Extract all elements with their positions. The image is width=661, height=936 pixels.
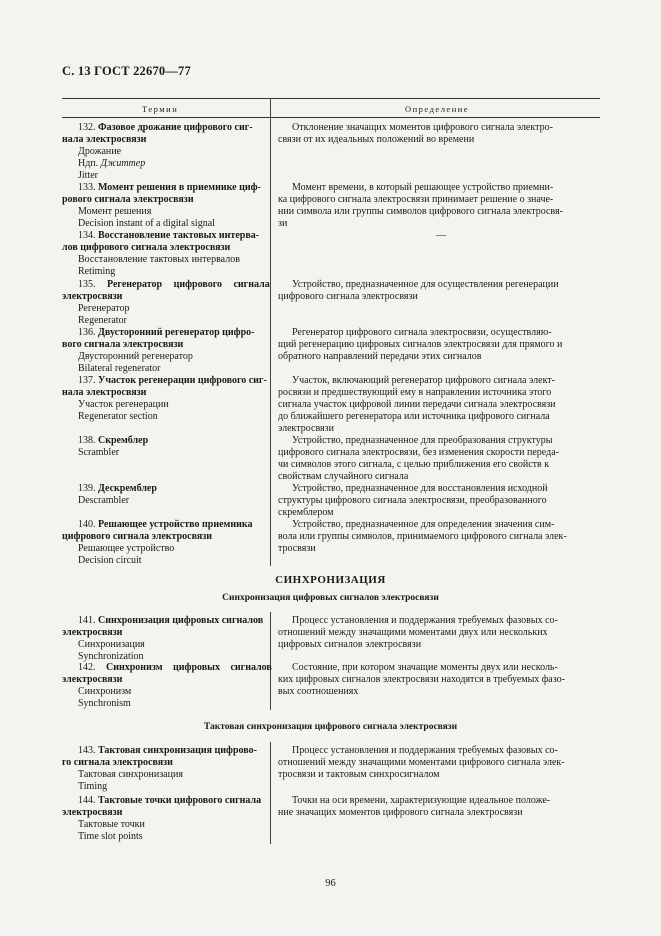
term-134: 134. Восстановление тактовых интерва- (78, 230, 260, 241)
english-133: Decision instant of a digital signal (78, 218, 215, 229)
table-top-rule (62, 98, 600, 99)
english-139: Descrambler (78, 495, 130, 506)
synonym-136: Двусторонний регенератор (78, 351, 193, 362)
synonym-143: Тактовая синхронизация (78, 769, 183, 780)
definition-135-line2: цифрового сигнала электросвязи (278, 291, 418, 302)
definition-137-line4: до ближайшего регенератора или источника цифрового сигнала (278, 411, 550, 422)
synonym-140: Решающее устройство (78, 543, 175, 554)
definition-132-line1: Отклонение значащих моментов цифрового сигнала электро- (292, 122, 553, 133)
definition-142-line2: ких цифровых сигналов электросвязи находятся в требуемых фазо- (278, 674, 565, 685)
term-139: 139. Дескремблер (78, 483, 157, 494)
synonym-135: Регенератор (78, 303, 130, 314)
page-header: С. 13 ГОСТ 22670—77 (62, 64, 191, 78)
definition-144-line1: Точки на оси времени, характеризующие идеальное положе- (292, 795, 551, 806)
synonym-137: Участок регенерации (78, 399, 169, 410)
term-143: 143. Тактовая синхронизация цифрово- (78, 745, 257, 756)
term-132-cont: нала электросвязи (62, 134, 147, 145)
definition-143-line1: Процесс установления и поддержания требуемых фазовых со- (292, 745, 558, 756)
english-140: Decision circuit (78, 555, 142, 566)
definition-144-line2: ние значащих моментов цифрового сигнала электросвязи (278, 807, 523, 818)
column-divider-3 (270, 742, 271, 844)
subsection-title-2: Тактовая синхронизация цифрового сигнала электросвязи (203, 722, 458, 732)
definition-141-line1: Процесс установления и поддержания требуемых фазовых со- (292, 615, 558, 626)
definition-140-line1: Устройство, предназначенное для определения значения сим- (292, 519, 555, 530)
term-144-cont: электросвязи (62, 807, 123, 818)
definition-134-dash: — (436, 230, 446, 241)
term-136: 136. Двусторонний регенератор цифро- (78, 327, 255, 338)
english-144: Time slot points (78, 831, 143, 842)
definition-137-line1: Участок, включающий регенератор цифрового сигнала элект- (292, 375, 555, 386)
term-135-cont: электросвязи (62, 291, 123, 302)
section-title-synchronization: СИНХРОНИЗАЦИЯ (275, 574, 386, 586)
definition-142-line1: Состояние, при котором значащие моменты двух или несколь- (292, 662, 558, 673)
term-140-cont: цифрового сигнала электросвязи (62, 531, 213, 542)
term-142-cont: электросвязи (62, 674, 123, 685)
definition-133-line2: ка цифрового сигнала электросвязи принимает решение о значе- (278, 194, 554, 205)
term-142: 142. Синхронизм цифровых сигналов (78, 662, 272, 673)
table-head-rule (62, 117, 600, 118)
term-137: 137. Участок регенерации цифрового сиг- (78, 375, 267, 386)
definition-141-line2: отношений между значащими моментами двух или нескольких (278, 627, 548, 638)
term-141: 141. Синхронизация цифровых сигналов (78, 615, 264, 626)
definition-133-line1: Момент времени, в который решающее устройство приемни- (292, 182, 554, 193)
column-divider-2 (270, 612, 271, 710)
definition-140-line3: тросвязи (278, 543, 316, 554)
term-137-cont: нала электросвязи (62, 387, 147, 398)
definition-139-line3: скремблером (278, 507, 334, 518)
definition-132-line2: связи от их идеальных положений во времени (278, 134, 475, 145)
term-138: 138. Скремблер (78, 435, 149, 446)
english-132: Jitter (78, 170, 98, 181)
definition-138-line3: чи символов этого сигнала, с целью приближения его свойств к (278, 459, 550, 470)
english-134: Retiming (78, 266, 116, 277)
definition-138-line4: свойствам случайного сигнала (278, 471, 409, 482)
english-135: Regenerator (78, 315, 127, 326)
term-132: 132. Фазовое дрожание цифрового сиг- (78, 122, 253, 133)
definition-139-line2: структуры цифрового сигнала электросвязи, преобразованного (278, 495, 547, 506)
term-141-cont: электросвязи (62, 627, 123, 638)
definition-142-line3: вых соотношениях (278, 686, 359, 697)
definition-138-line1: Устройство, предназначенное для преобразования структуры (292, 435, 553, 446)
term-135: 135. Регенератор цифрового сигнала (78, 279, 270, 290)
definition-136-line3: обратного направлений передачи этих сигналов (278, 351, 482, 362)
column-header-term: Термин (142, 104, 179, 114)
column-divider-1 (270, 118, 271, 566)
column-header-definition: Определение (405, 104, 470, 114)
page-number: 96 (325, 878, 336, 889)
definition-141-line3: цифровых сигналов электросвязи (278, 639, 422, 650)
term-140: 140. Решающее устройство приемника (78, 519, 253, 530)
definition-139-line1: Устройство, предназначенное для восстановления исходной (292, 483, 548, 494)
synonym-133: Момент решения (78, 206, 152, 217)
table-head-divider (270, 98, 271, 118)
definition-138-line2: цифрового сигнала электросвязи, без изменения скорости переда- (278, 447, 559, 458)
english-137: Regenerator section (78, 411, 158, 422)
definition-143-line2: отношений между значащими моментами цифрового сигнала элек- (278, 757, 565, 768)
term-136-cont: вого сигнала электросвязи (62, 339, 184, 350)
definition-133-line3: нии символа или группы символов цифрового сигнала электросвя- (278, 206, 563, 217)
term-133: 133. Момент решения в приемнике циф- (78, 182, 261, 193)
subsection-title-1: Синхронизация цифровых сигналов электросвязи (222, 593, 439, 603)
term-133-cont: рового сигнала электросвязи (62, 194, 194, 205)
english-143: Timing (78, 781, 108, 792)
definition-136-line1: Регенератор цифрового сигнала электросвязи, осуществляю- (292, 327, 552, 338)
definition-133-line4: зи (278, 218, 288, 229)
definition-137-line2: росвязи и предшествующий ему в направлении источника этого (278, 387, 552, 398)
synonym-132: Дрожание (78, 146, 122, 157)
term-143-cont: го сигнала электросвязи (62, 757, 173, 768)
english-136: Bilateral regenerator (78, 363, 161, 374)
definition-136-line2: щий регенерацию цифровых сигналов электросвязи для прямого и (278, 339, 563, 350)
definition-137-line5: электросвязи (278, 423, 334, 434)
synonym-142: Синхронизм (78, 686, 132, 697)
definition-137-line3: сигнала участок цифровой линии передачи сигнала электросвязи (278, 399, 556, 410)
definition-135-line1: Устройство, предназначенное для осуществления регенерации (292, 279, 559, 290)
synonym-141: Синхронизация (78, 639, 145, 650)
definition-143-line3: тросвязи и тактовым синхросигналом (278, 769, 440, 780)
definition-140-line2: вола или группы символов, принимаемого цифрового сигнала элек- (278, 531, 567, 542)
english-142: Synchronism (78, 698, 131, 709)
english-138: Scrambler (78, 447, 120, 458)
ndp-132: Ндп. Джиттер (78, 158, 146, 169)
synonym-144: Тактовые точки (78, 819, 145, 830)
term-134-cont: лов цифрового сигнала электросвязи (62, 242, 231, 253)
synonym-134: Восстановление тактовых интервалов (78, 254, 240, 265)
english-141: Synchronization (78, 651, 144, 662)
term-144: 144. Тактовые точки цифрового сигнала (78, 795, 262, 806)
